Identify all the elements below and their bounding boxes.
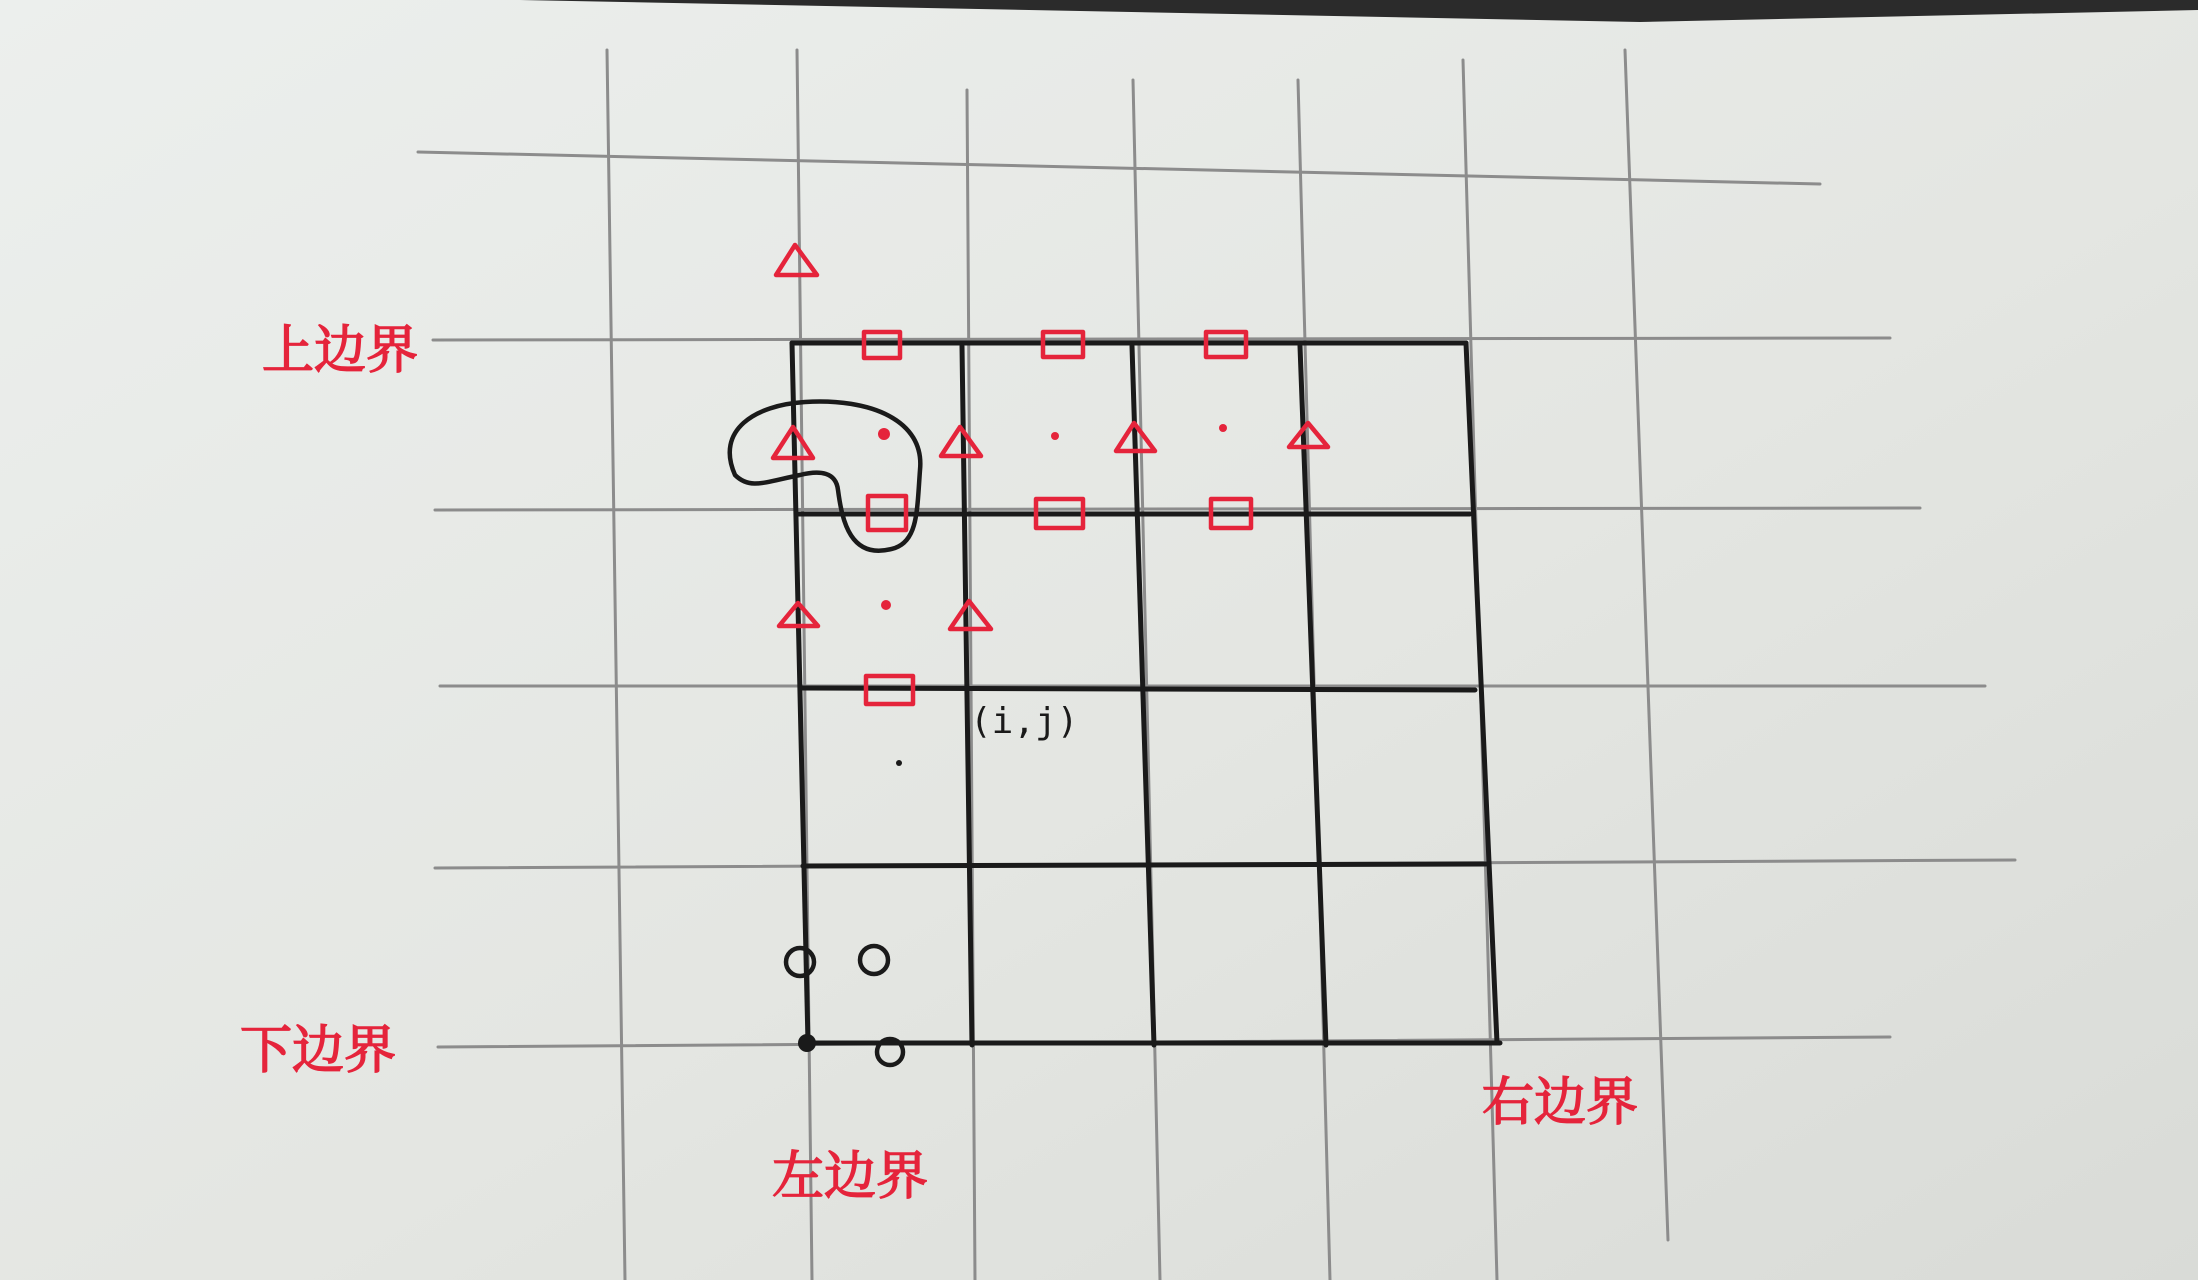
label-left-boundary: 左边界 <box>772 1147 929 1207</box>
label-bottom-boundary: 下边界 <box>240 1021 397 1081</box>
red-dot <box>878 428 890 440</box>
label-right-boundary: 右边界 <box>1482 1073 1639 1133</box>
red-dot <box>1051 432 1059 440</box>
black-dot <box>896 760 902 766</box>
red-dot <box>881 600 891 610</box>
red-dot <box>1219 424 1227 432</box>
origin-point <box>798 1034 816 1052</box>
label-top-boundary: 上边界 <box>262 321 419 381</box>
label-cell-index: (i,j) <box>970 701 1079 742</box>
